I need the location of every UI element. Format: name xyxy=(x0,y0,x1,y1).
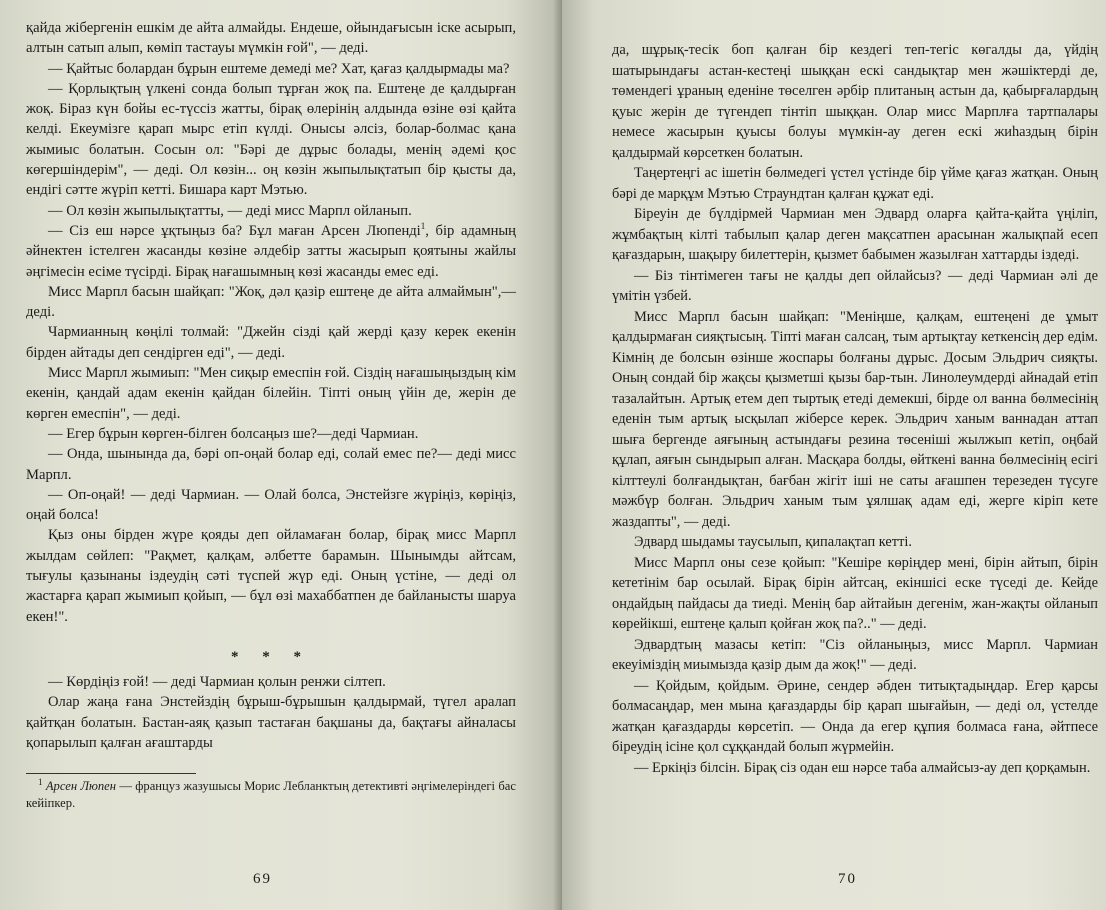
paragraph-with-footnote: — Сіз еш нәрсе ұқтыңыз ба? Бұл маған Арсен Люпенді$^1$, бір адамның әйнектен істелген жасанды көзіне әлдебір затты жасырып қоятыны жайлы әңгімесін есіме түсірді. Бірақ нағашымның көзі жасанды емес еді. xyxy=(26,221,516,280)
paragraph: Чармианның көңілі толмай: "Джейн сізді қай жерді қазу керек екенін бірден айтады деп сендірген еді", — деді. xyxy=(26,324,516,361)
footnote-text: — француз жазушысы Морис Лебланктың детективті әңгімелеріндегі бас кейіпкер. xyxy=(26,779,516,811)
paragraph: — Онда, шынында да, бәрі оп-оңай болар еді, солай емес пе?— деді мисс Марпл. xyxy=(26,446,516,483)
paragraph: Мисс Марпл басын шайқап: "Жоқ, дәл қазір ештеңе де айта алмаймын",— деді. xyxy=(26,283,516,321)
footnote-marker: 1 xyxy=(420,221,426,232)
paragraph: — Көрдіңіз ғой! — деді Чармиан қолын ренжи сілтеп. xyxy=(48,673,386,690)
paragraph: — Ол көзін жыпылықтатты, — деді мисс Марпл ойланып. xyxy=(48,202,412,219)
paragraph: — Қайтыс болардан бұрын ештеме демеді ме? Хат, қағаз қалдырмады ма? xyxy=(48,60,510,77)
footnote-term: Арсен Люпен xyxy=(45,779,116,794)
paragraph: Мисс Марпл оны сезе қойып: "Кешіре көріңдер мені, бірін айтып, бірін кететінім бар осылай. Бірақ бірін айтсаң, екіншісі еске түседі де. Кейде ондайдың пайдасы да тиеді. Менің бар айтайын дегенім, жан-жақты ойланып көрейікші, ештеңе қалып қойған жоқ па?.." — деді. xyxy=(612,554,1098,632)
paragraph: — Қойдым, қойдым. Әрине, сендер әбден титықтадыңдар. Егер қарсы болмасаңдар, мен мына қағаздарды бір қарап шығайын, — деді ол, үстелде жатқан қағаздарды көрсетіп. — Онда да егер құпия болмаса ғана, әйтпесе біреудің ісіне қол сұққандай болып жүрмейін. xyxy=(612,677,1098,755)
page-number: 70 xyxy=(838,871,857,887)
left-page-text xyxy=(26,18,516,753)
page-number: 69 xyxy=(253,871,272,887)
paragraph: — Егер бұрын көрген-білген болсаңыз ше?—деді Чармиан. xyxy=(48,425,419,442)
paragraph: Қыз оны бірден жүре қояды деп ойламаған болар, бірақ мисс Марпл жылдам сөйлеп: "Рақмет, қалқам, әлбетте барамын. Шынымды айтсам, тығулы қазынаны іздеудің сәті түспей жүр еді. Оның үстіне, — деді ол жастарға қарап жымиып қойып, — бұл өзі махаббатпен де байланысты шаруа екен!". xyxy=(26,527,516,625)
section-break: * * * xyxy=(231,648,311,665)
paragraph: Эдвард шыдамы таусылып, қипалақтап кетті. xyxy=(634,534,912,550)
paragraph: Мисс Марпл жымиып: "Мен сиқыр емеспін ғой. Сіздің нағашыңыздың кім екенін, қандай адам екенін қайдан білейін. Тіпті оның үйін де, жерін де көрген емеспін", — деді. xyxy=(26,365,516,422)
paragraph-text: бір адамның әйнектен істелген жасанды көзіне әлдебір затты жасырып қоятыны жайлы әңгімесін есіме түсірді. Бірақ нағашымның көзі жасанды емес еді. xyxy=(26,222,516,280)
paragraph-text: — Сіз еш нәрсе ұқтыңыз ба? Бұл маған Арсен Люпенді xyxy=(48,222,421,239)
footnote-divider xyxy=(26,773,196,774)
paragraph: — Еркіңіз білсін. Бірақ сіз одан еш нәрсе таба алмайсыз-ау деп қорқамын. xyxy=(634,759,1091,776)
paragraph: — Біз тінтімеген тағы не қалды деп ойлайсыз? — деді Чармиан әлі де үмітін үзбей. xyxy=(612,267,1098,304)
paragraph: қайда жібергенін ешкім де айта алмайды. Ендеше, ойындағысын іске асырып, алтын сатып алып, көміп тастауы мүмкін ғой", — деді. xyxy=(26,20,516,57)
paragraph: — Қорлықтың үлкені сонда болып тұрған жоқ па. Ештеңе де қалдырған жоқ. Біраз күн бойы ес-түссіз жатты, бірақ өлерінің алдында өзіне өзі қайта келді. Екеумізге қарап мырс етіп күлді. Онысы әлсіз, болар-болмас қана жымиыс болатын. Сосын ол: "Бәрі де дұрыс болады, менің әдемі қос көгершіндерім", — деді. Ол көзін... оң көзін жыпылықтатып бір қысты да, ендігі сәтте жүріп кетті. Бишара карт Мэтью. xyxy=(26,80,516,199)
paragraph: да, шұрық-тесік боп қалған бір кездегі теп-тегіс көгалды да, үйдің шатырындағы астан-кестеңі шыққан ескі сандықтар мен жәшіктерді де, төмендегі ұраның еденіне төселген әрбір плитаның астын да, қабырғалардың қуыс жерін де түгендеп тінтіп шыққан. Олар мисс Марплға тартпалары немесе жасырын қуысы болуы мүмкін-ау деген ескі жиһаздың бірін қалдырмай көрсеткен болатын. xyxy=(612,42,1098,161)
paragraph: — Оп-оңай! — деді Чармиан. — Олай болса, Энстейзге жүріңіз, көріңіз, оңай болса! xyxy=(26,486,516,524)
paragraph: Таңертеңгі ас ішетін бөлмедегі үстел үстінде бір үйме қағаз жатқан. Оның бәрі де марқұм Мэтью Страундтан қалған құжат еді. xyxy=(612,165,1098,202)
paragraph: Мисс Марпл басын шайқап: "Меніңше, қалқам, ештеңені де ұмыт қалдырмаған сияқтысың. Тіпті маған салсаң, тым артықтау кеткенсің дер едім. Кімнің де болсын өзінше жоспары болғаны дұрыс. Досым Эльдрич сияқты. Оның сондай бір жақсы қызметші қызы бар-тын. Линолеумдерді айнадай етіп тазалайтын. Артық етем деп тыртық етеді демекші, бірде ол ванна бөлмесінің еденін тым артық ысқылап жіберсе керек. Эльдрич ханым ваннадан аттап шыға бергенде аяғының астындағы резина төсеніші жылжып кетіп, оңбай құлап, аяғын сындырып алған. Масқара болды, өйткені ванна бөлмесінің есігі кілттеулі болғандықтан, бағбан жігіт іші не саты ағашпен терезеден түсуге мәжбүр болған. Эльдрич ханым тым ұялшақ адам еді, жерге кіріп кете жаздапты", — деді. xyxy=(612,308,1098,530)
footnote xyxy=(26,778,516,812)
right-page xyxy=(562,0,1106,910)
paragraph: Олар жаңа ғана Энстейздің бұрыш-бұрышын қалдырмай, түгел аралап қайтқан болатын. Бастан-аяқ қазып тастаған бақшаны да, бақтағы айналасы қопарылып қалған ағаштарды xyxy=(26,694,516,751)
footnote-number: 1 xyxy=(38,776,43,787)
paragraph: Біреуін де бүлдірмей Чармиан мен Эдвард оларға қайта-қайта үңіліп, жұмбақтың кілті табылып қалар деген мақсатпен арасынан жалықпай есеп қағаздарын, шақыру билеттерін, қызмет бабымен жазылған хаттарды іздеді. xyxy=(612,206,1098,263)
paragraph: Эдвардтың мазасы кетіп: "Сіз ойланыңыз, мисс Марпл. Чармиан екеуіміздің миымызда қазір дым да жоқ!" — деді. xyxy=(612,636,1098,673)
right-page-text xyxy=(612,40,1098,778)
